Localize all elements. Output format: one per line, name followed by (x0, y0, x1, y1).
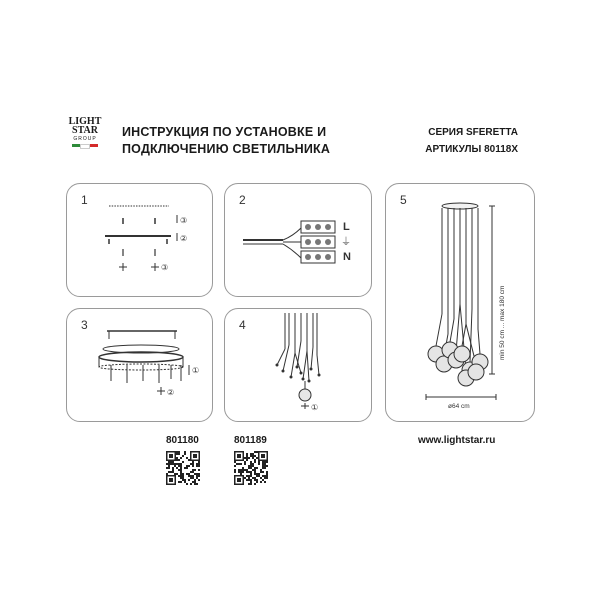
wire-label-live: L (343, 221, 350, 233)
step-2-number: 2 (239, 193, 246, 207)
step-3-panel (66, 308, 213, 422)
diameter-dimension: ø64 cm (448, 403, 470, 410)
step-4-panel (224, 308, 372, 422)
step-1-label-3b: ③ (161, 263, 169, 272)
logo-text-star: STAR (72, 125, 98, 136)
wire-label-neutral: N (343, 251, 351, 263)
step-2-panel (224, 183, 372, 297)
step-1-illustration (67, 184, 212, 296)
page-title (122, 124, 330, 158)
step-1-label-2: ② (180, 234, 188, 243)
step-1-label-3: ③ (180, 216, 188, 225)
step-5-illustration (386, 184, 534, 421)
logo-text-group: GROUP (73, 136, 97, 142)
articles-label: АРТИКУЛЫ 80118X (425, 144, 518, 155)
step-1-panel (66, 183, 213, 297)
step-4-number: 4 (239, 318, 246, 332)
italian-flag-icon (66, 144, 104, 149)
step-2-illustration (225, 184, 371, 296)
qr-code-2[interactable] (234, 451, 268, 485)
height-dimension: min 50 cm ... max 180 cm (499, 285, 506, 360)
brand-logo (66, 117, 104, 149)
title-line-2: ПОДКЛЮЧЕНИЮ СВЕТИЛЬНИКА (122, 142, 331, 156)
series-label: СЕРИЯ SFERETTA (428, 127, 518, 138)
step-4-illustration (225, 309, 371, 421)
product-info (414, 124, 518, 158)
website-link[interactable]: www.lightstar.ru (418, 435, 496, 446)
step-5-panel (385, 183, 535, 422)
article-code-1: 801180 (166, 435, 199, 446)
wire-label-ground: ⏚ (341, 237, 351, 248)
step-5-number: 5 (400, 193, 407, 207)
step-4-label-1: ① (311, 403, 319, 412)
step-3-number: 3 (81, 318, 88, 332)
step-3-label-1: ① (192, 366, 200, 375)
title-line-1: ИНСТРУКЦИЯ ПО УСТАНОВКЕ И (122, 125, 327, 139)
logo-text-light: LIGHT (68, 116, 102, 127)
step-3-label-2: ② (167, 388, 175, 397)
article-code-2: 801189 (234, 435, 267, 446)
step-1-number: 1 (81, 193, 88, 207)
step-3-illustration (67, 309, 212, 421)
qr-code-1[interactable] (166, 451, 200, 485)
